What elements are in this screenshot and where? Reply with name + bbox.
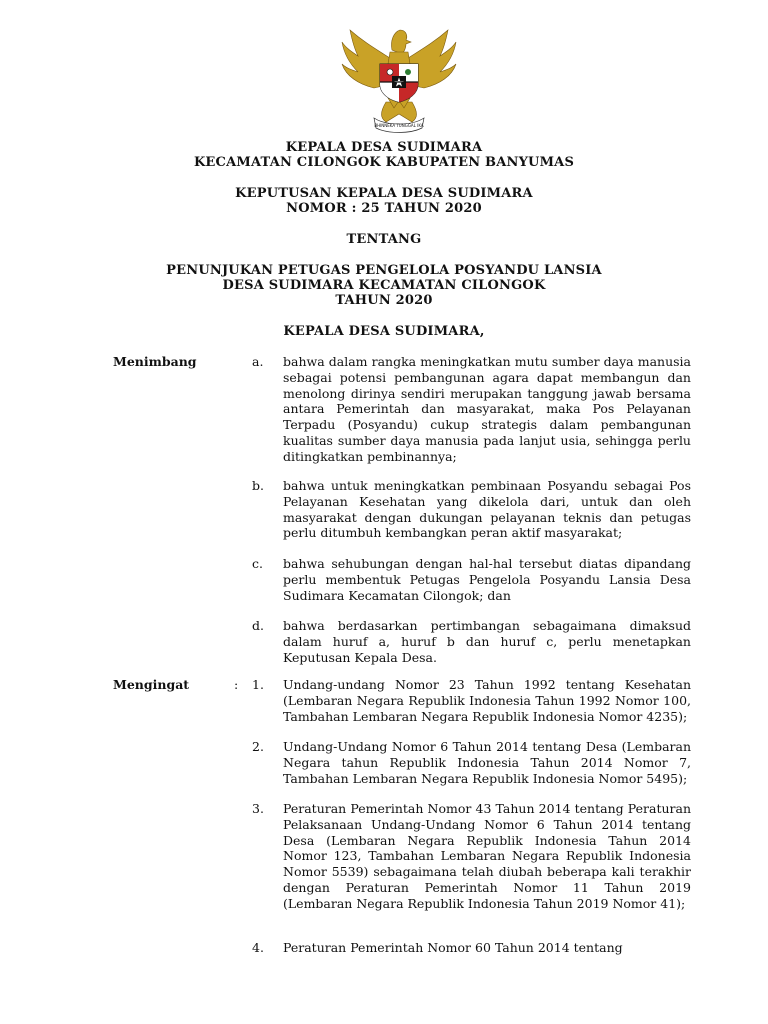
item-marker: b. <box>252 478 264 493</box>
item-marker: 4. <box>252 940 264 955</box>
subject-line-2: DESA SUDIMARA KECAMATAN CILONGOK <box>222 278 546 293</box>
about-heading: TENTANG <box>346 232 422 247</box>
item-marker: 3. <box>252 801 264 816</box>
item-text: Peraturan Pemerintah Nomor 60 Tahun 2014 tentang <box>283 940 623 955</box>
item-text: bahwa berdasarkan pertimbangan sebagaimana dimaksud dalam huruf a, huruf b dan huruf c, perlu menetapkan Keputusan Kepala Desa. <box>283 618 691 665</box>
decree-title: KEPUTUSAN KEPALA DESA SUDIMARA <box>235 186 533 201</box>
issuer-line-1: KEPALA DESA SUDIMARA <box>285 140 483 155</box>
item-text: bahwa sehubungan dengan hal-hal tersebut diatas dipandang perlu membentuk Petugas Pengelola Posyandu Lansia Desa Sudimara Kecamatan Cilongok; dan <box>283 556 691 603</box>
item-marker: d. <box>252 618 264 633</box>
subject-line-3: TAHUN 2020 <box>335 293 433 308</box>
mengingat-label: Mengingat <box>113 677 190 692</box>
item-text: Peraturan Pemerintah Nomor 43 Tahun 2014 tentang Peraturan Pelaksanaan Undang-Undang Nomor 6 Tahun 2014 tentang Desa (Lembaran Negara Republik Indonesia Tahun 2014 Nomor 123, Tambahan Lembaran Negara Republik Indonesia Nomor 5539) sebagaimana telah diubah beberapa kali terakhir dengan Peraturan Pemerintah Nomor 11 Tahun 2019 (Lembaran Negara Republik Indonesia Tahun 2019 Nomor 41); <box>283 801 691 911</box>
item-text: Undang-Undang Nomor 6 Tahun 2014 tentang Desa (Lembaran Negara tahun Republik Indonesia Tahun 2014 Nomor 7, Tambahan Lembaran Negara Republik Indonesia Nomor 5495); <box>283 739 691 786</box>
decree-number: NOMOR : 25 TAHUN 2020 <box>286 201 482 216</box>
item-text: bahwa untuk meningkatkan pembinaan Posyandu sebagai Pos Pelayanan Kesehatan yang dikelola dari, untuk dan oleh masyarakat dengan dukungan pelayanan teknis dan petugas perlu ditumbuh kembangkan peran aktif masyarakat; <box>283 478 691 541</box>
item-text: bahwa dalam rangka meningkatkan mutu sumber daya manusia sebagai potensi pembangunan agara dapat membangun dan menolong dirinya sendiri merupakan tanggung jawab bersama antara Pemerintah dan masyarakat, maka Pos Pelayanan Terpadu (Posyandu) cukup strategis dalam pembangunan kualitas sumber daya manusia pada lanjut usia, sehingga perlu ditingkatkan pembinannya; <box>283 354 691 464</box>
authority-heading: KEPALA DESA SUDIMARA, <box>283 324 485 339</box>
item-text: Undang-undang Nomor 23 Tahun 1992 tentang Kesehatan (Lembaran Negara Republik Indonesia Tahun 1992 Nomor 100, Tambahan Lembaran Negara Republik Indonesia Nomor 4235); <box>283 677 691 724</box>
issuer-line-2: KECAMATAN CILONGOK KABUPATEN BANYUMAS <box>193 155 575 170</box>
mengingat-colon: : <box>234 677 239 692</box>
item-marker: 2. <box>252 739 264 754</box>
item-marker: c. <box>252 556 263 571</box>
emblem-motto: BHINNEKA TUNGGAL IKA <box>374 123 424 128</box>
subject-line-1: PENUNJUKAN PETUGAS PENGELOLA POSYANDU LANSIA <box>166 263 602 278</box>
item-marker: 1. <box>252 677 264 692</box>
menimbang-label: Menimbang <box>113 354 197 369</box>
item-marker: a. <box>252 354 264 369</box>
garuda-emblem-icon <box>336 22 462 134</box>
